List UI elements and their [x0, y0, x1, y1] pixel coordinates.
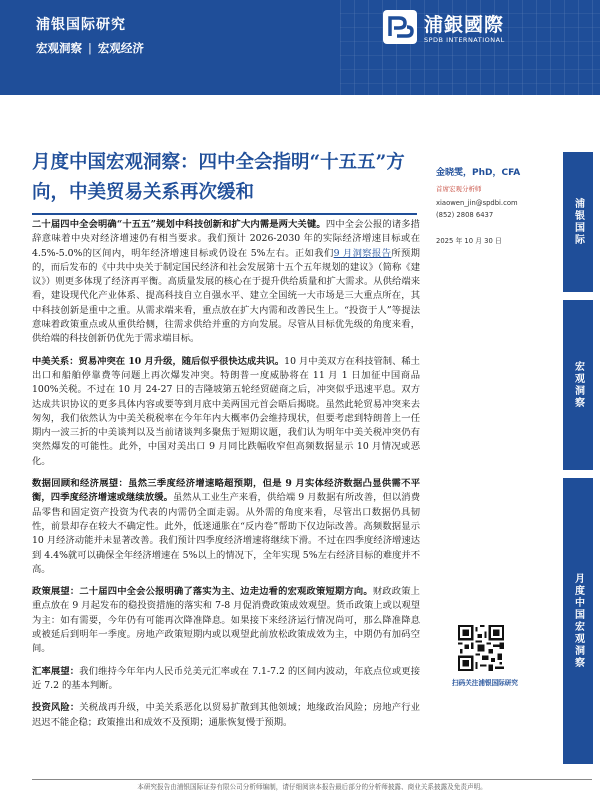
category-separator: |	[88, 41, 92, 55]
paragraph-lead: 政策展望：二十届四中全会公报明确了落实为主、边走边看的宏观政策短期方向。	[32, 586, 373, 598]
paragraph-text: 虽然从工业生产来看，供给端 9 月数据有所改善，但以消费品零售和固定资产投资为代表的内需仍全面走弱。从外需的角度来看，尽管出口数据仍具韧性，前景却存在较大不确定性。此外，低迷通胀在“反内卷”帮助下仅边际改善。高频数据显示 10 月经济动能并未显著改善。我们预计四季度经济增速将继续下滑。不过在四季度经济增速达到 4.4%就可以确保全年经济增速在 5%以上的情况下，全年实现 5%左右经济目标的难度并不高。	[32, 492, 420, 575]
author-contact	[436, 197, 520, 221]
right-sidebar	[563, 152, 593, 764]
report-body	[32, 218, 420, 738]
paragraph-text: 四中全会公报的诸多措辞意味着中央对经济增速仍有相当要求。我们预计 2026-2030 年的实际经济增速目标或在 4.5%-5.0%的区间内，明年经济增速目标或仍设在 5%左右。正如我们	[32, 219, 420, 259]
author-email[interactable]: xiaowen_jin@spdbi.com	[436, 199, 518, 207]
category-label: 宏观洞察	[36, 41, 82, 55]
paragraph-lead: 二十届四中全会明确“十五五”规划中科技创新和扩大内需是两大关键。	[32, 219, 326, 230]
paragraph-text: 10 月中美双方在科技管制、稀土出口和船舶停靠费等问题上再次爆发冲突。特朗普一度威胁将在 11 月 1 日加征中国商品 100%关税。不过在 10 月 24-27 日的吉隆坡第五轮经贸磋商之后，冲突似乎迅速平息。双方达成共识协议的更多具体内容或要等到月底中美两国元首会晤后揭晓。虽然此轮贸易冲突来去匆匆，我们依然认为中美关税税率在今年年内大概率仍会维持现状，但要考虑到特朗普上一任期内一波三折的中美谈判以及当前诸谈判多聚焦于短期议题，我们认为明年中美关税冲突仍有突然爆发的可能性。此外，中国对美出口 9 月同比跌幅收窄但高频数据显示 10 月情况或恶化。	[32, 355, 420, 467]
paragraph-text: 所预期的，而后发布的《中共中央关于制定国民经济和社会发展第十五个五年规划的建议》（简称《建议》）则更多体现了经济再平衡。高质量发展的核心在于提升供给质量和扩大需求。从供给端来看，建设现代化产业体系、提高科技自立自强水平、建立全国统一大市场是三大重点所在，其中科技创新是重中之重。从需求端来看，重点放在扩大内需和改善民生上。“投资于人”等提法意味着政策重点或从重供给侧，往需求供给并重的方向发展。尽管从目标优先级的角度来看，供给端的科技创新仍优先于需求端目标。	[32, 247, 420, 345]
paragraph-policy-outlook	[32, 585, 420, 656]
footer-divider	[32, 779, 592, 780]
title-divider	[32, 213, 417, 215]
paragraph-lead: 数据回顾和经济展望：虽然三季度经济增速略超预期，但是 9 月实体经济数据凸显供需不平衡，四季度经济增速或继续放缓。	[32, 478, 420, 504]
paragraph-data-review	[32, 477, 420, 577]
report-header	[0, 0, 600, 95]
paragraph-fourth-plenum	[32, 218, 420, 347]
logo-english-name: SPDB INTERNATIONAL	[424, 36, 505, 44]
paragraph-fx-outlook	[32, 665, 420, 694]
paragraph-text: 我们维持今年年内人民币兑美元汇率或在 7.1-7.2 的区间内波动，年底点位或更接近 7.2 的基本判断。	[32, 665, 420, 691]
spdb-logo-icon	[383, 10, 417, 44]
paragraph-risks	[32, 701, 420, 730]
sidebar-tab-macro: 宏观洞察	[563, 300, 593, 470]
september-report-link[interactable]: 9 月洞察报告	[333, 247, 392, 259]
author-name: 金晓雯，PhD，CFA	[436, 168, 521, 178]
research-brand: 浦银国际研究	[36, 17, 126, 33]
sidebar-tab-spdbi: 浦银国际	[563, 152, 593, 292]
paragraph-us-china	[32, 355, 420, 469]
footer-disclaimer: 本研究报告由浦银国际证券有限公司分析师编制，请仔细阅读本报告最后部分的分析师披露、商业关系披露及免责声明。	[137, 783, 487, 791]
report-category	[36, 40, 144, 56]
paragraph-text: 关税战再升级，中美关系恶化以贸易扩散到其他领域；地缘政治风险；房地产行业迟迟不能企稳；政策推出和成效不及预期；通胀恢复慢于预期。	[32, 702, 420, 728]
qr-caption: 扫码关注浦银国际研究	[452, 679, 518, 687]
paragraph-lead: 汇率展望：	[32, 665, 80, 677]
paragraph-lead: 投资风险：	[32, 702, 80, 714]
paragraph-lead: 中美关系：贸易冲突在 10 月升级，随后似乎很快达成共识。	[32, 355, 285, 367]
qr-code-icon[interactable]	[458, 625, 504, 671]
author-phone: (852) 2808 6437	[436, 211, 494, 219]
subcategory-label: 宏观经济	[97, 41, 144, 55]
report-date: 2025 年 10 月 30 日	[436, 237, 502, 245]
paragraph-text: 财政政策上重点放在 9 月起发布的稳投资措施的落实和 7-8 月促消费政策成效观望。货币政策上或以观望为主：如有需要，今年仍有可能再次降准降息。如果接下来经济运行情况尚可，那么降准降息或被延后到明年一季度。房地产政策短期内或以观望此前放松政策成效为主，中期仍有加码空间。	[32, 586, 420, 655]
author-role: 首席宏观分析师	[436, 185, 482, 193]
report-title: 月度中国宏观洞察：四中全会指明“十五五”方向，中美贸易关系再次缓和	[32, 152, 405, 203]
author-block	[436, 165, 520, 245]
logo-chinese-name: 浦銀國際	[424, 14, 505, 36]
sidebar-tab-monthly: 月度中国宏观洞察	[563, 478, 593, 764]
